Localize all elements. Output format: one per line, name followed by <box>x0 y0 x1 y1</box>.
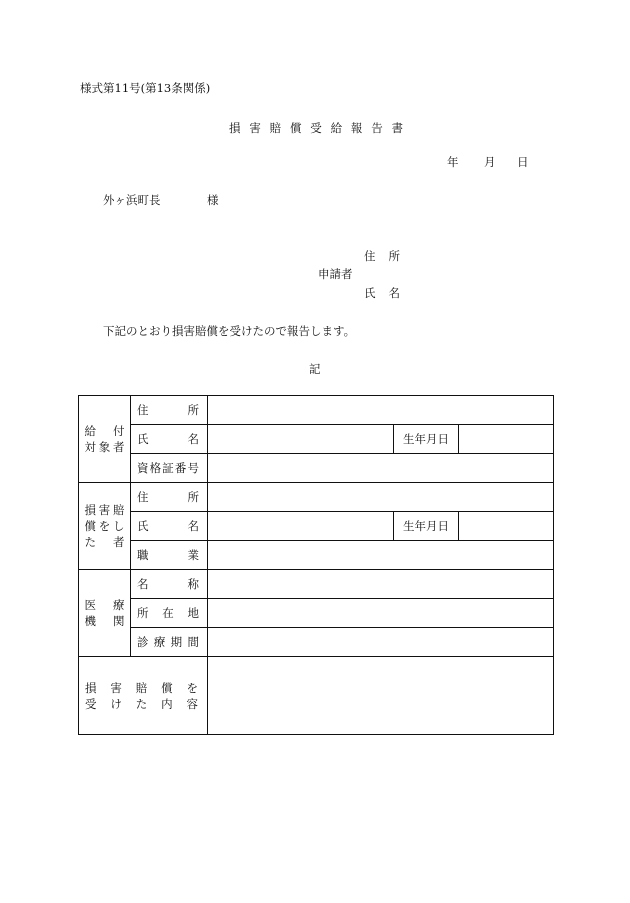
recipient-name-label <box>131 425 208 454</box>
payer-birthdate-field[interactable] <box>459 512 554 541</box>
date-year-label: 年 <box>447 155 459 169</box>
payer-address-row <box>79 483 554 512</box>
glyph: 償 <box>161 680 173 695</box>
glyph: 住 <box>364 249 376 263</box>
glyph: 名 <box>187 432 199 446</box>
intro-text: 下記のとおり損害賠償を受けたので報告します。 <box>103 324 356 338</box>
glyph: 氏 <box>137 519 149 533</box>
recipient-qualification-row <box>79 454 554 483</box>
payer-name-field[interactable] <box>208 512 394 541</box>
recipient-address-label <box>131 396 208 425</box>
applicant-name-label <box>364 286 400 300</box>
glyph: 害 <box>98 503 111 517</box>
payer-occupation-field[interactable] <box>208 541 554 570</box>
payer-group-label <box>79 483 131 570</box>
medical-group-label <box>79 570 131 657</box>
glyph: し <box>113 519 125 533</box>
payer-occupation-label <box>131 541 208 570</box>
glyph: 受 <box>310 121 322 135</box>
glyph: 者 <box>113 440 125 454</box>
glyph: 医 <box>84 598 96 612</box>
glyph: 療 <box>113 598 125 612</box>
date-day-label: 日 <box>517 155 529 169</box>
glyph: 害 <box>110 680 122 695</box>
glyph: 給 <box>84 424 96 438</box>
payer-birthdate-label: 生年月日 <box>394 512 459 541</box>
glyph: 内 <box>161 696 173 711</box>
glyph: 住 <box>137 403 149 417</box>
glyph: 氏 <box>364 286 376 300</box>
glyph: 象 <box>98 440 111 454</box>
glyph: 者 <box>113 535 125 549</box>
glyph: 所 <box>187 490 199 504</box>
medical-period-label <box>131 628 208 657</box>
payer-name-label <box>131 512 208 541</box>
glyph: 療 <box>153 635 166 649</box>
glyph: 住 <box>137 490 149 504</box>
glyph: 損 <box>84 503 96 517</box>
glyph: 償 <box>289 121 302 135</box>
recipient-birthdate-field[interactable] <box>459 425 554 454</box>
glyph: 害 <box>249 121 261 135</box>
glyph: 号 <box>187 461 199 475</box>
glyph: た <box>84 535 96 549</box>
glyph: 所 <box>137 606 149 620</box>
payer-address-label <box>131 483 208 512</box>
glyph: 償 <box>84 519 96 533</box>
recipient-name-field[interactable] <box>208 425 394 454</box>
glyph: 資 <box>137 461 149 475</box>
document-title <box>229 121 403 135</box>
glyph: 報 <box>350 121 363 135</box>
payer-address-field[interactable] <box>208 483 554 512</box>
glyph: 容 <box>186 696 198 711</box>
medical-name-row <box>79 570 554 599</box>
glyph: を <box>186 680 198 695</box>
recipient-qualification-label <box>131 454 208 483</box>
glyph: 賠 <box>269 121 282 135</box>
medical-name-field[interactable] <box>208 570 554 599</box>
addressee-honorific: 様 <box>207 193 219 207</box>
glyph: け <box>110 696 122 711</box>
glyph: 格 <box>149 461 162 475</box>
received-content-label <box>79 657 208 735</box>
glyph: 名 <box>137 577 149 591</box>
glyph: 称 <box>187 577 199 591</box>
glyph: 職 <box>137 548 149 562</box>
glyph: 証 <box>162 461 174 475</box>
glyph: 損 <box>229 121 241 135</box>
glyph: 地 <box>187 606 199 620</box>
received-content-row <box>79 657 554 735</box>
glyph: 給 <box>330 121 343 135</box>
addressee-town: 外ヶ浜町長 <box>103 193 161 207</box>
medical-location-label <box>131 599 208 628</box>
applicant-label: 申請者 <box>318 267 353 281</box>
glyph: 機 <box>84 614 96 628</box>
glyph: 告 <box>371 121 383 135</box>
glyph: 所 <box>388 249 400 263</box>
ki-label: 記 <box>309 362 321 376</box>
glyph: 損 <box>85 680 97 695</box>
recipient-address-row <box>79 396 554 425</box>
date-month-label: 月 <box>484 155 496 169</box>
glyph: を <box>98 519 111 533</box>
recipient-group-label <box>79 396 131 483</box>
report-form-table <box>78 395 554 735</box>
glyph: 関 <box>113 614 125 628</box>
recipient-name-row <box>79 425 554 454</box>
glyph: 診 <box>137 635 149 649</box>
glyph: 期 <box>170 635 183 649</box>
glyph: た <box>135 696 148 711</box>
medical-location-row <box>79 599 554 628</box>
form-number: 様式第11号(第13条関係) <box>80 81 211 95</box>
glyph: 対 <box>84 440 96 454</box>
medical-period-row <box>79 628 554 657</box>
glyph: 間 <box>187 635 199 649</box>
glyph: 付 <box>113 424 125 438</box>
glyph: 番 <box>174 461 187 475</box>
medical-location-field[interactable] <box>208 599 554 628</box>
medical-period-field[interactable] <box>208 628 554 657</box>
glyph: 在 <box>162 606 174 620</box>
glyph: 賠 <box>135 680 148 695</box>
medical-name-label <box>131 570 208 599</box>
glyph: 書 <box>391 121 403 135</box>
received-content-field[interactable] <box>208 657 554 735</box>
payer-name-row <box>79 512 554 541</box>
glyph: 受 <box>85 696 97 711</box>
glyph: 賠 <box>113 503 125 517</box>
recipient-birthdate-label: 生年月日 <box>394 425 459 454</box>
glyph: 業 <box>187 548 199 562</box>
applicant-address-label <box>364 249 400 263</box>
payer-occupation-row <box>79 541 554 570</box>
glyph: 名 <box>388 286 400 300</box>
recipient-address-field[interactable] <box>208 396 554 425</box>
glyph: 氏 <box>137 432 149 446</box>
glyph: 名 <box>187 519 199 533</box>
recipient-qualification-field[interactable] <box>208 454 554 483</box>
glyph: 所 <box>187 403 199 417</box>
